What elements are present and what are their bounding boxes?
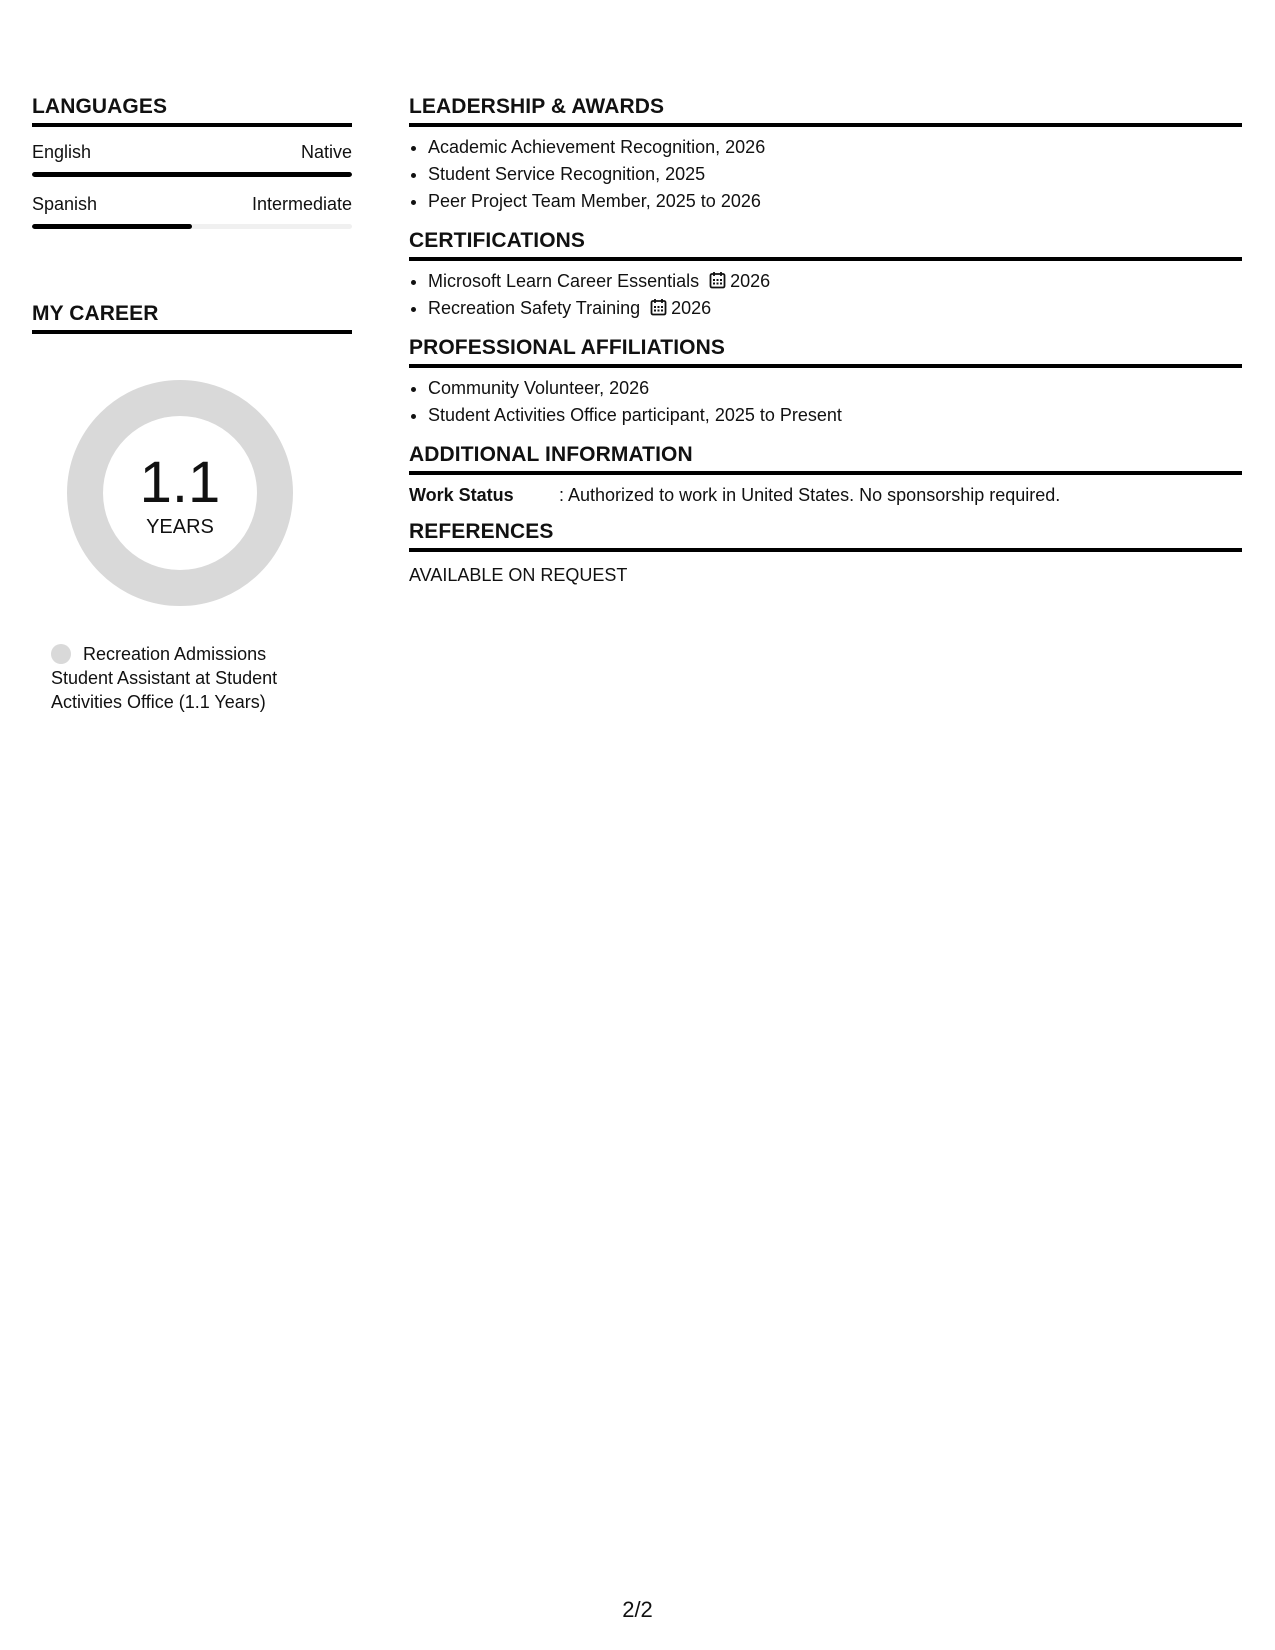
- affiliations-section: [409, 336, 1242, 429]
- list-item: • Community Volunteer, 2026: [428, 375, 1242, 402]
- language-proficiency-bar: [32, 172, 352, 177]
- list-item: [428, 295, 1242, 322]
- language-proficiency-bar: [32, 224, 352, 229]
- affiliations-heading: PROFESSIONAL AFFILIATIONS: [409, 336, 1242, 368]
- references-heading: REFERENCES: [409, 520, 1242, 552]
- leadership-section: [409, 95, 1242, 215]
- certification-year: 2026: [730, 271, 771, 291]
- language-item: [32, 193, 352, 229]
- certifications-list: [409, 268, 1242, 322]
- additional-info-section: [409, 443, 1242, 506]
- affiliations-list: [409, 375, 1242, 429]
- languages-section: [32, 95, 352, 229]
- language-level: Native: [300, 142, 352, 162]
- page-number: 2/2: [622, 1597, 653, 1622]
- list-item: • Peer Project Team Member, 2025 to 2026: [428, 188, 1242, 215]
- career-legend: [51, 642, 311, 714]
- certifications-heading: CERTIFICATIONS: [409, 229, 1242, 261]
- leadership-list: [409, 134, 1242, 215]
- list-item: • Student Service Recognition, 2025: [428, 161, 1242, 188]
- language-name: English: [32, 142, 92, 162]
- language-item: [32, 141, 352, 177]
- work-status-value: : Authorized to work in United States. No sponsorship required.: [559, 485, 1061, 505]
- career-donut-label: [67, 380, 293, 606]
- career-section: [32, 302, 352, 714]
- work-status-label: Work Status: [409, 485, 514, 505]
- career-donut-chart: [67, 380, 293, 606]
- list-item: • Student Activities Office participant, 2025 to Present: [428, 402, 1242, 429]
- certification-year: 2026: [671, 298, 712, 318]
- right-column: [409, 95, 1242, 586]
- legend-dot-icon: [51, 644, 71, 664]
- language-proficiency-fill: [32, 224, 192, 229]
- language-proficiency-fill: [32, 172, 352, 177]
- certification-name: Recreation Safety Training: [428, 298, 641, 318]
- career-heading: MY CAREER: [32, 302, 352, 334]
- certifications-section: [409, 229, 1242, 322]
- additional-info-heading: ADDITIONAL INFORMATION: [409, 443, 1242, 475]
- career-total-unit: YEARS: [146, 516, 214, 538]
- career-legend-text: Recreation Admissions Student Assistant at Student Activities Office (1.1 Years): [51, 644, 278, 712]
- calendar-icon: [709, 271, 726, 289]
- list-item: • Academic Achievement Recognition, 2026: [428, 134, 1242, 161]
- language-name: Spanish: [32, 194, 98, 214]
- references-text: AVAILABLE ON REQUEST: [409, 565, 628, 585]
- left-column: [32, 95, 352, 714]
- languages-heading: LANGUAGES: [32, 95, 352, 127]
- work-status-row: [409, 484, 1242, 506]
- leadership-heading: LEADERSHIP & AWARDS: [409, 95, 1242, 127]
- language-level: Intermediate: [251, 194, 352, 214]
- list-item: [428, 268, 1242, 295]
- certification-name: Microsoft Learn Career Essentials: [428, 271, 700, 291]
- language-row: [32, 141, 352, 163]
- language-row: [32, 193, 352, 215]
- career-total-value: 1.1: [139, 450, 221, 515]
- calendar-icon: [650, 298, 667, 316]
- references-section: [409, 520, 1242, 586]
